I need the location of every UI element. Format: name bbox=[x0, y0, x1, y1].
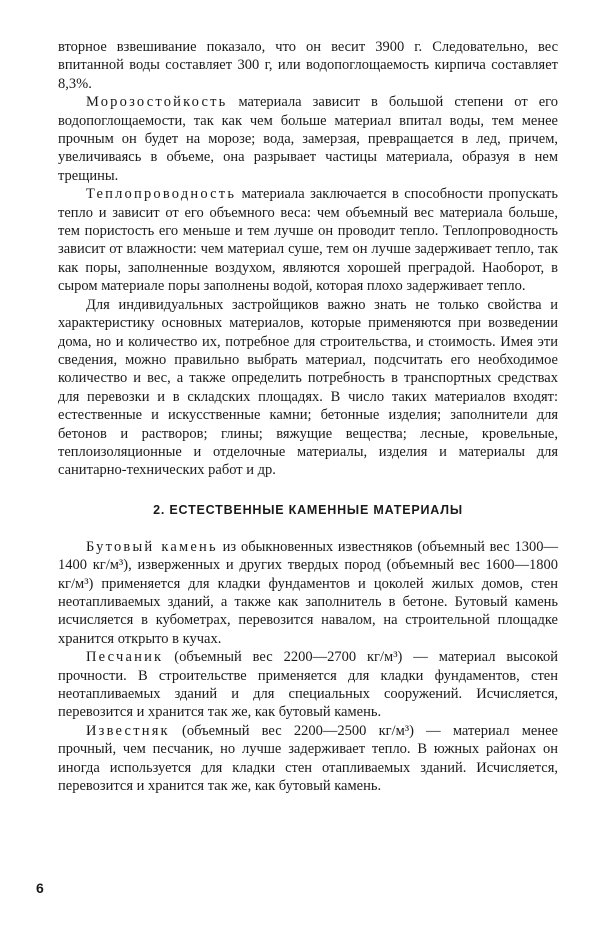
term-sandstone: Песчаник bbox=[86, 649, 164, 666]
paragraph-frost-resistance bbox=[58, 93, 558, 185]
page-body bbox=[58, 38, 558, 795]
page-number: 6 bbox=[36, 880, 44, 896]
paragraph-text: (объемный вес 2200—2500 кг/м³) — материал менее прочный, чем песчаник, но лучше задерживает тепло. В южных районах он иногда используется для кладки стен отапливаемых зданий. Исчисляется, перевозится и хранится так же, как бутовый камень. bbox=[58, 722, 558, 795]
term-thermal-conductivity: Теплопроводность bbox=[86, 186, 237, 203]
term-limestone: Известняк bbox=[86, 722, 170, 739]
paragraph-rubble-stone bbox=[58, 538, 558, 648]
section-heading: 2. ЕСТЕСТВЕННЫЕ КАМЕННЫЕ МАТЕРИАЛЫ bbox=[153, 502, 463, 517]
paragraph-limestone bbox=[58, 722, 558, 796]
paragraph-weighing-result bbox=[58, 38, 558, 93]
paragraph-text: (объемный вес 2200—2700 кг/м³) — материал высокой прочности. В строительстве применяется для кладки фундаментов, стен неотапливаемых зданий и для специальных сооружений. Исчисляется, перевозится и хранится так же, как бутовый камень. bbox=[58, 649, 558, 721]
paragraph-text: вторное взвешивание показало, что он весит 3900 г. Следовательно, вес впитанной воды составляет 300 г, или водопоглощаемость кирпича составляет 8,3%. bbox=[58, 39, 558, 92]
paragraph-text: материала зависит в большой степени от его водопоглощаемости, так как чем больше материал впитал воды, тем менее прочным он будет на морозе; вода, замерзая, превращается в лед, причем, увеличиваясь в объеме, она разрывает частицы материала, образуя в нем трещины. bbox=[58, 94, 558, 184]
paragraph-individual-builders bbox=[58, 296, 558, 480]
term-rubble-stone: Бутовый камень bbox=[86, 538, 218, 555]
paragraph-sandstone bbox=[58, 648, 558, 722]
paragraph-text: из обыкновенных известняков (объемный вес 1300—1400 кг/м³), изверженных и других твердых пород (объемный вес 1600—1800 кг/м³) применяется для кладки фундаментов и цоколей жилых домов, стен неотапливаемых зданий, а также как заполнитель в бетоне. Бутовый камень исчисляется в кубометрах, перевозится навалом, на строительной площадке хранится открыто в кучах. bbox=[58, 538, 558, 647]
paragraph-thermal-conductivity bbox=[58, 185, 558, 295]
paragraph-text: Для индивидуальных застройщиков важно знать не только свойства и характеристику основных материалов, которые применяются при возведении дома, но и количество их, потребное для строительства, и стоимость. Имея эти сведения, можно правильно выбрать материал, подсчитать его необходимое количество и вес, а также определить потребность в транспортных средствах для перевозки и в складских площадях. В число таких материалов входят: естественные и искусственные камни; бетонные изделия; заполнители для бетонов и растворов; глины; вяжущие вещества; лесные, кровельные, теплоизоляционные и отделочные материалы, изделия и материалы для санитарно-технических работ и др. bbox=[58, 296, 558, 479]
term-frost-resistance: Морозостойкость bbox=[86, 94, 228, 111]
paragraph-text: материала заключается в способности пропускать тепло и зависит от его объемного веса: чем объемный вес материала больше, тем пористость его меньше и тем лучше он проводит тепло. Теплопроводность зависит от влажности: чем материал суше, тем он лучше задерживает тепло, так как поры, заполненные воздухом, являются хорошей преградой. Наоборот, в сыром материале поры заполнены водой, которая плохо задерживает тепло. bbox=[58, 186, 558, 295]
